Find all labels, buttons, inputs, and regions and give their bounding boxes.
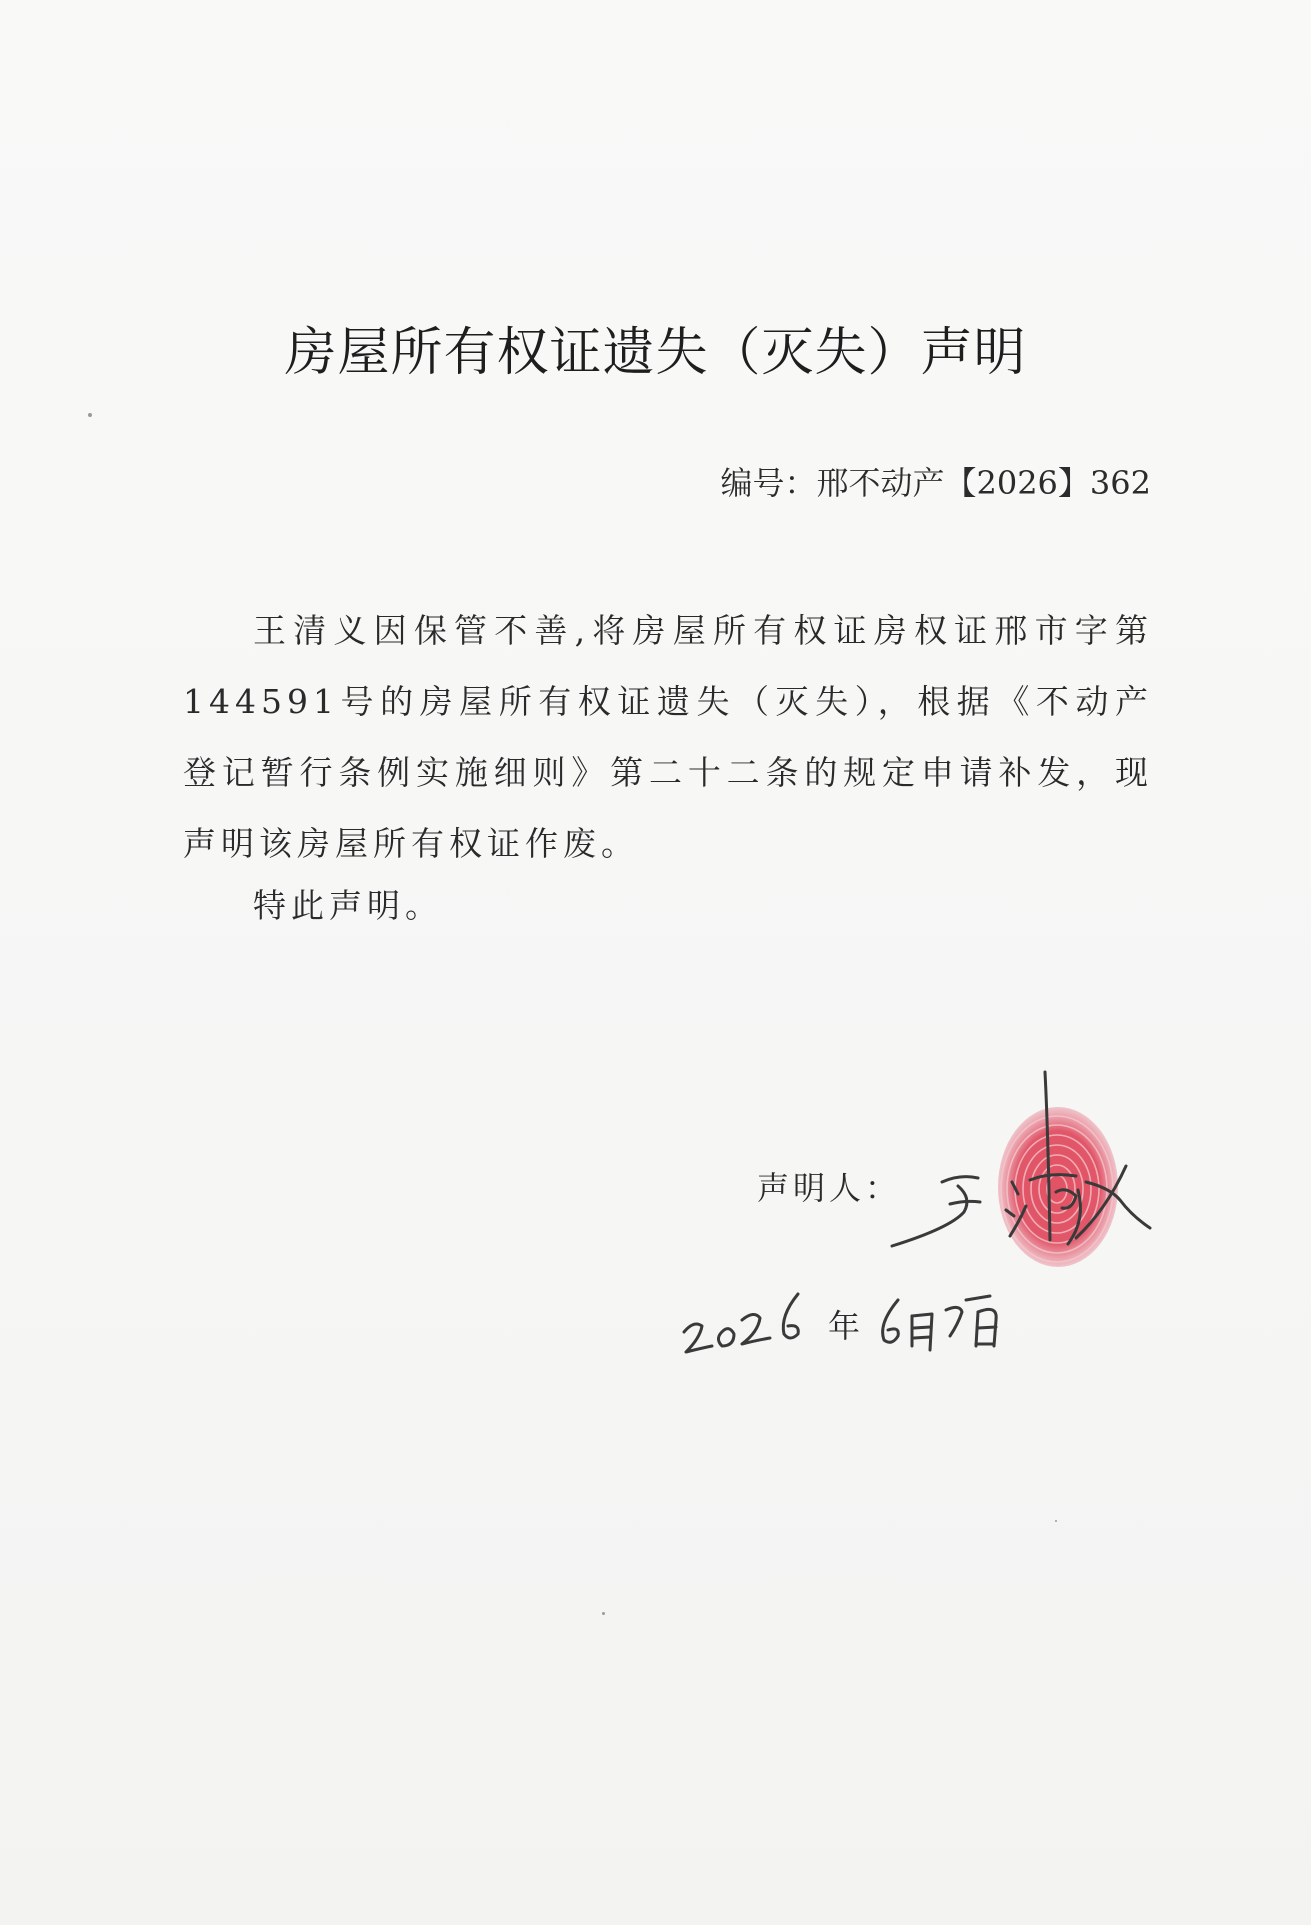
paper-speck	[1055, 1520, 1057, 1522]
declaration-body: 王清义因保管不善,将房屋所有权证房权证邢市字第144591号的房屋所有权证遗失（灭失），根据《不动产登记暂行条例实施细则》第二十二条的规定申请补发，现声明该房屋所有权证作废。	[183, 611, 1153, 863]
closing-statement: 特此声明。	[253, 886, 443, 925]
year-label: 年	[828, 1307, 861, 1345]
page-title: 房屋所有权证遗失（灭失）声明	[284, 323, 1027, 383]
handwritten-signature	[880, 1070, 1180, 1270]
paper-speck	[602, 1612, 605, 1615]
paper-speck	[88, 413, 92, 417]
reference-number: 编号：邢不动产【2026】362	[720, 464, 1151, 502]
declarant-label: 声明人：	[757, 1169, 902, 1207]
